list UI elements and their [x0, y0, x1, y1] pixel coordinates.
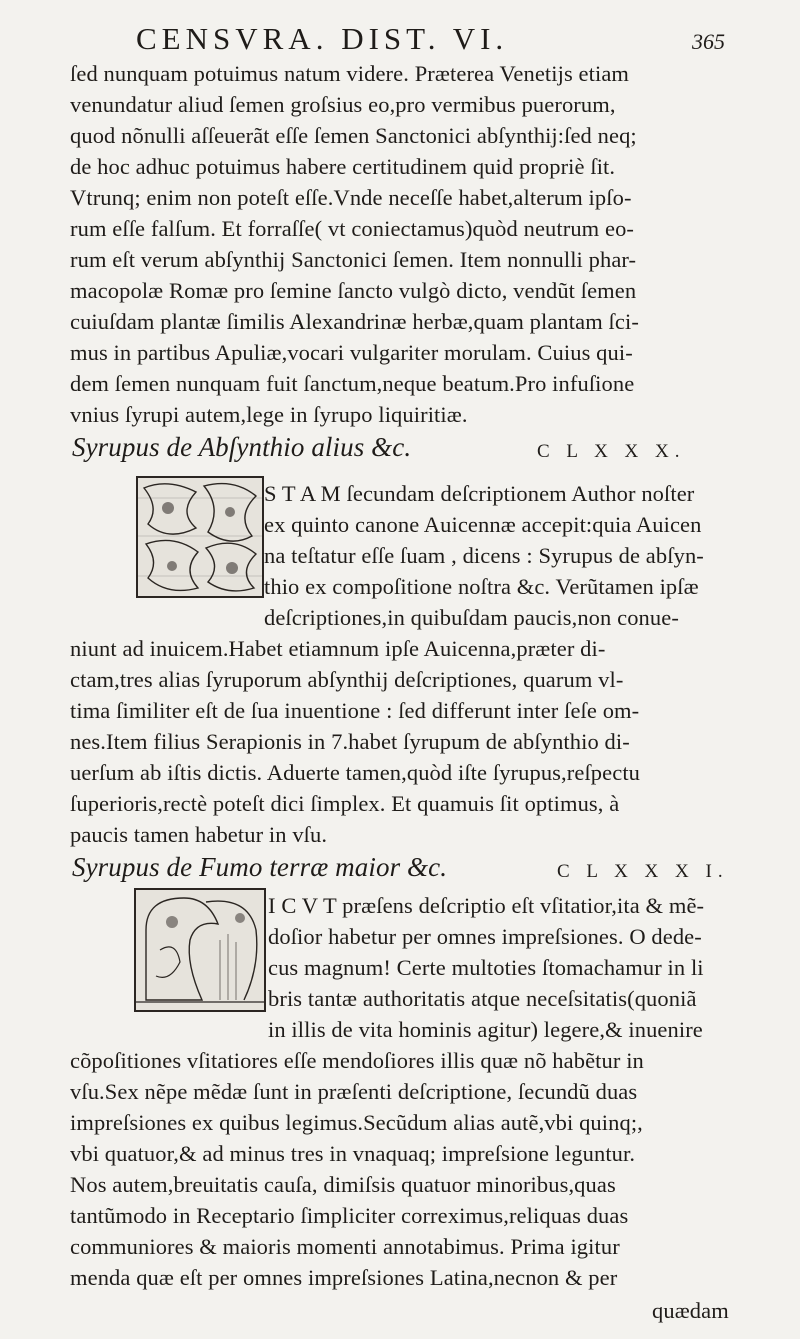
text-line: de hoc adhuc potuimus habere certitudinem quid propriè ſit.: [70, 154, 616, 179]
text-line: doſior habetur per omnes impreſsiones. O dede-: [268, 924, 702, 949]
text-line: mus in partibus Apuliæ,vocari vulgariter morulam. Cuius qui-: [70, 340, 633, 365]
section-title: Syrupus de Fumo terræ maior &c.: [72, 852, 448, 882]
text-line: venundatur aliud ſemen groſsius eo,pro vermibus puerorum,: [70, 92, 616, 117]
text-line: uerſum ab iſtis dictis. Aduerte tamen,quòd iſte ſyrupus,reſpectu: [70, 760, 641, 785]
text-line: niunt ad inuicem.Habet etiamnum ipſe Auicenna,præter di-: [70, 636, 606, 661]
text-line: communiores & maioris momenti annotabimus. Prima igitur: [70, 1234, 620, 1259]
text-line: ſuperioris,rectè poteſt dici ſimplex. Et quamuis ſit optimus, à: [70, 791, 620, 816]
text-line: paucis tamen habetur in vſu.: [70, 822, 328, 847]
text-line: in illis de vita hominis agitur) legere,& inuenire: [268, 1017, 703, 1042]
text-line: ſed nunquam potuimus natum videre. Præterea Venetijs etiam: [70, 61, 630, 86]
text-line: Vtrunq; enim non poteſt eſſe.Vnde neceſſe habet,alterum ipſo-: [70, 185, 632, 210]
text-line: menda quæ eſt per omnes impreſsiones Latina,necnon & per: [70, 1265, 618, 1290]
text-line: cuiuſdam plantæ ſimilis Alexandrinæ herbæ,quam plantam ſci-: [70, 309, 639, 334]
text-line: thio ex compoſitione noſtra &c. Verũtamen ipſæ: [264, 574, 699, 599]
section-title: Syrupus de Abſynthio alius &c.: [72, 432, 412, 462]
text-line: cus magnum! Certe multoties ſtomachamur in li: [268, 955, 704, 980]
text-line: rum eſt verum abſynthij Sanctonici ſemen. Item nonnulli phar-: [70, 247, 637, 272]
running-title: CENSVRA. DIST. VI.: [136, 21, 509, 56]
text-line: macopolæ Romæ pro ſemine ſancto vulgò dicto, vendũt ſemen: [70, 278, 637, 303]
text-line: S T A M ſecundam deſcriptionem Author noſter: [264, 481, 695, 506]
text-line: ctam,tres alias ſyruporum abſynthij deſcriptiones, quarum vl-: [70, 667, 624, 692]
text-line: vbi quatuor,& ad minus tres in vnaquaq; impreſsione leguntur.: [70, 1141, 636, 1166]
text-line: impreſsiones ex quibus legimus.Secũdum alias autẽ,vbi quinq;,: [70, 1110, 643, 1135]
text-line: rum eſſe falſum. Et forraſſe( vt coniectamus)quòd neutrum eo-: [70, 216, 635, 241]
text-line: cõpoſitiones vſitatiores eſſe mendoſiores illis quæ nõ habẽtur in: [70, 1048, 644, 1073]
text-line: tima ſimiliter eſt de ſua inuentione : ſed differunt inter ſeſe om-: [70, 698, 640, 723]
text-line: vſu.Sex nẽpe mẽdæ ſunt in præſenti deſcriptione, ſecundũ duas: [70, 1079, 638, 1104]
page-header: [0, 22, 800, 56]
section-heading: [72, 432, 752, 466]
text-line: nes.Item filius Serapionis in 7.habet ſyrupum de abſynthio di-: [70, 729, 630, 754]
text-line: bris tantæ authoritatis atque neceſsitatis(quoniã: [268, 986, 697, 1011]
decorated-initial: [136, 476, 264, 598]
text-line: ex quinto canone Auicennæ accepit:quia Auicen: [264, 512, 702, 537]
text-line: quod nõnulli aſſeuerãt eſſe ſemen Sanctonici abſynthij:ſed neq;: [70, 123, 637, 148]
section-number: C L X X X.: [537, 441, 686, 462]
decorated-initial: [134, 888, 266, 1012]
text-line: deſcriptiones,in quibuſdam paucis,non conue-: [264, 605, 679, 630]
page-number: 365: [692, 29, 725, 54]
text-line: tantũmodo in Receptario ſimpliciter correximus,reliquas duas: [70, 1203, 629, 1228]
section-number: C L X X X I.: [557, 861, 729, 882]
text-line: Nos autem,breuitatis cauſa, dimiſsis quatuor minoribus,quas: [70, 1172, 616, 1197]
section-heading: [72, 852, 752, 886]
text-line: I C V T præſens deſcriptio eſt vſitatior,ita & mẽ-: [268, 893, 705, 918]
text-line: vnius ſyrupi autem,lege in ſyrupo liquiritiæ.: [70, 402, 468, 427]
text-line: na teſtatur eſſe ſuam , dicens : Syrupus de abſyn-: [264, 543, 704, 568]
catchword: quædam: [652, 1298, 729, 1323]
text-line: dem ſemen nunquam fuit ſanctum,neque beatum.Pro infuſione: [70, 371, 635, 396]
